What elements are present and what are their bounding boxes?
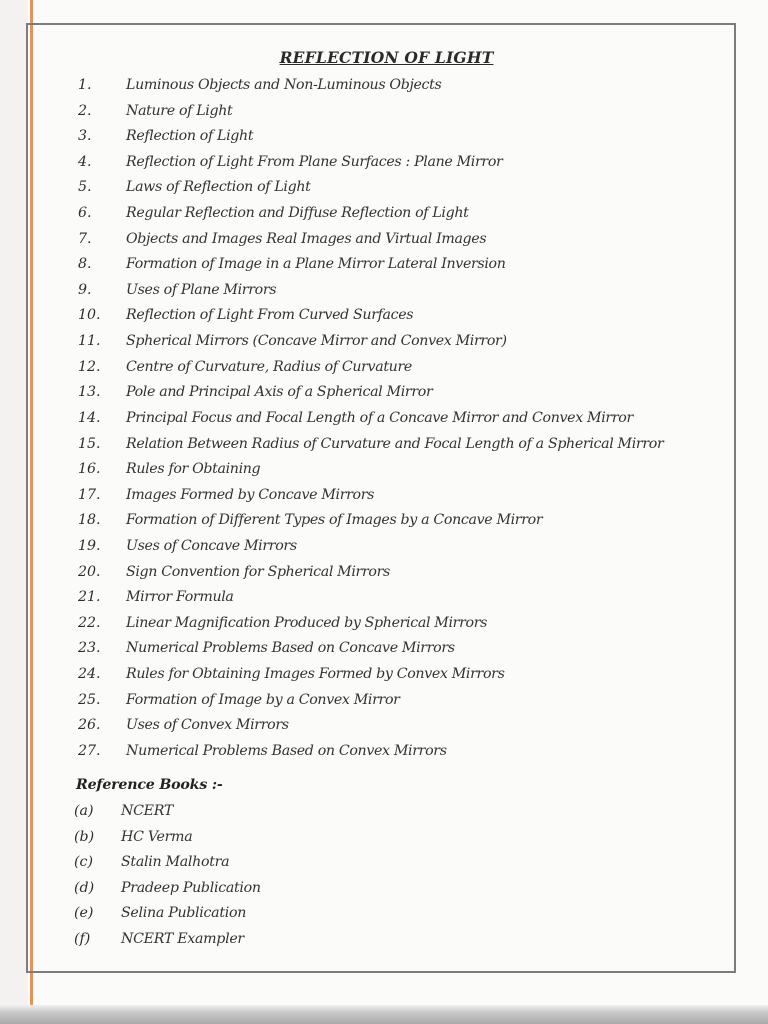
- reference-book-item: [0, 799, 768, 825]
- book-name: Stalin Malhotra: [121, 854, 230, 871]
- item-number: 27.: [78, 742, 101, 759]
- item-text: Rules for Obtaining: [126, 461, 261, 478]
- list-item: [0, 252, 768, 278]
- item-text: Uses of Plane Mirrors: [126, 281, 277, 298]
- item-number: 7.: [78, 230, 92, 247]
- item-text: Uses of Convex Mirrors: [126, 717, 289, 734]
- item-number: 12.: [78, 358, 101, 375]
- item-text: Laws of Reflection of Light: [126, 179, 311, 196]
- list-item: [0, 99, 768, 125]
- book-label: (c): [74, 854, 94, 871]
- item-text: Images Formed by Concave Mirrors: [126, 486, 375, 503]
- list-item: [0, 329, 768, 355]
- list-item: [0, 150, 768, 176]
- item-number: 11.: [78, 333, 101, 350]
- item-number: 4.: [78, 153, 92, 170]
- item-number: 9.: [78, 281, 92, 298]
- item-text: Numerical Problems Based on Convex Mirrors: [126, 742, 447, 759]
- list-item: [0, 713, 768, 739]
- item-text: Principal Focus and Focal Length of a Concave Mirror and Convex Mirror: [126, 409, 633, 426]
- page-bottom-shadow: [0, 1005, 768, 1024]
- list-item: [0, 278, 768, 304]
- book-name: HC Verma: [121, 828, 193, 845]
- book-label: (b): [74, 828, 95, 845]
- book-label: (e): [74, 905, 94, 922]
- item-number: 20.: [78, 563, 101, 580]
- item-text: Formation of Different Types of Images by a Concave Mirror: [126, 512, 543, 529]
- reference-book-item: [0, 876, 768, 902]
- item-text: Luminous Objects and Non-Luminous Objects: [126, 77, 442, 93]
- item-number: 6.: [78, 205, 92, 222]
- list-item: [0, 355, 768, 381]
- item-text: Reflection of Light: [126, 128, 254, 145]
- book-name: NCERT: [121, 803, 174, 819]
- item-number: 22.: [78, 614, 101, 631]
- list-item: [0, 739, 768, 765]
- item-text: Formation of Image in a Plane Mirror Lateral Inversion: [126, 256, 506, 273]
- item-number: 25.: [78, 691, 101, 708]
- item-text: Rules for Obtaining Images Formed by Convex Mirrors: [126, 666, 505, 683]
- item-text: Regular Reflection and Diffuse Reflection of Light: [126, 205, 469, 222]
- item-text: Linear Magnification Produced by Spherical Mirrors: [126, 614, 488, 631]
- item-text: Reflection of Light From Curved Surfaces: [126, 307, 414, 324]
- reference-books-heading: Reference Books :-: [76, 777, 223, 793]
- item-number: 21.: [78, 589, 101, 606]
- list-item: [0, 636, 768, 662]
- item-text: Sign Convention for Spherical Mirrors: [126, 563, 390, 580]
- book-name: Pradeep Publication: [121, 879, 261, 896]
- item-text: Uses of Concave Mirrors: [126, 537, 297, 554]
- item-number: 14.: [78, 409, 101, 426]
- list-item: [0, 124, 768, 150]
- item-number: 16.: [78, 461, 101, 478]
- book-label: (f): [74, 930, 91, 947]
- item-number: 15.: [78, 435, 101, 452]
- item-number: 26.: [78, 717, 101, 734]
- book-name: Selina Publication: [121, 905, 247, 922]
- item-number: 2.: [78, 102, 92, 119]
- topic-list: [0, 73, 768, 764]
- reference-book-item: [0, 927, 768, 953]
- item-number: 3.: [78, 128, 92, 145]
- list-item: [0, 585, 768, 611]
- list-item: [0, 303, 768, 329]
- item-text: Pole and Principal Axis of a Spherical Mirror: [126, 384, 433, 401]
- item-number: 19.: [78, 537, 101, 554]
- list-item: [0, 508, 768, 534]
- item-text: Numerical Problems Based on Concave Mirrors: [126, 640, 455, 657]
- item-text: Relation Between Radius of Curvature and Focal Length of a Spherical Mirror: [126, 435, 664, 452]
- reference-book-item: [0, 850, 768, 876]
- list-item: [0, 534, 768, 560]
- list-item: [0, 73, 768, 99]
- list-item: [0, 483, 768, 509]
- item-text: Formation of Image by a Convex Mirror: [126, 691, 400, 708]
- list-item: [0, 662, 768, 688]
- item-text: Objects and Images Real Images and Virtual Images: [126, 230, 487, 247]
- item-number: 17.: [78, 486, 101, 503]
- list-item: [0, 175, 768, 201]
- item-number: 8.: [78, 256, 92, 273]
- item-number: 13.: [78, 384, 101, 401]
- book-label: (d): [74, 879, 95, 896]
- item-number: 1.: [78, 77, 92, 93]
- reference-book-item: [0, 825, 768, 851]
- list-item: [0, 432, 768, 458]
- item-text: Reflection of Light From Plane Surfaces : Plane Mirror: [126, 153, 503, 170]
- item-text: Mirror Formula: [126, 589, 234, 606]
- item-text: Nature of Light: [126, 102, 233, 119]
- list-item: [0, 457, 768, 483]
- list-item: [0, 560, 768, 586]
- item-number: 5.: [78, 179, 92, 196]
- page-title: REFLECTION OF LIGHT: [279, 48, 494, 67]
- list-item: [0, 227, 768, 253]
- book-label: (a): [74, 803, 94, 819]
- item-number: 10.: [78, 307, 101, 324]
- item-text: Centre of Curvature, Radius of Curvature: [126, 358, 412, 375]
- item-number: 24.: [78, 666, 101, 683]
- list-item: [0, 380, 768, 406]
- list-item: [0, 611, 768, 637]
- reference-book-item: [0, 901, 768, 927]
- list-item: [0, 688, 768, 714]
- reference-books-list: [0, 799, 768, 953]
- book-name: NCERT Exampler: [121, 930, 244, 947]
- item-text: Spherical Mirrors (Concave Mirror and Convex Mirror): [126, 333, 507, 350]
- item-number: 18.: [78, 512, 101, 529]
- item-number: 23.: [78, 640, 101, 657]
- list-item: [0, 201, 768, 227]
- list-item: [0, 406, 768, 432]
